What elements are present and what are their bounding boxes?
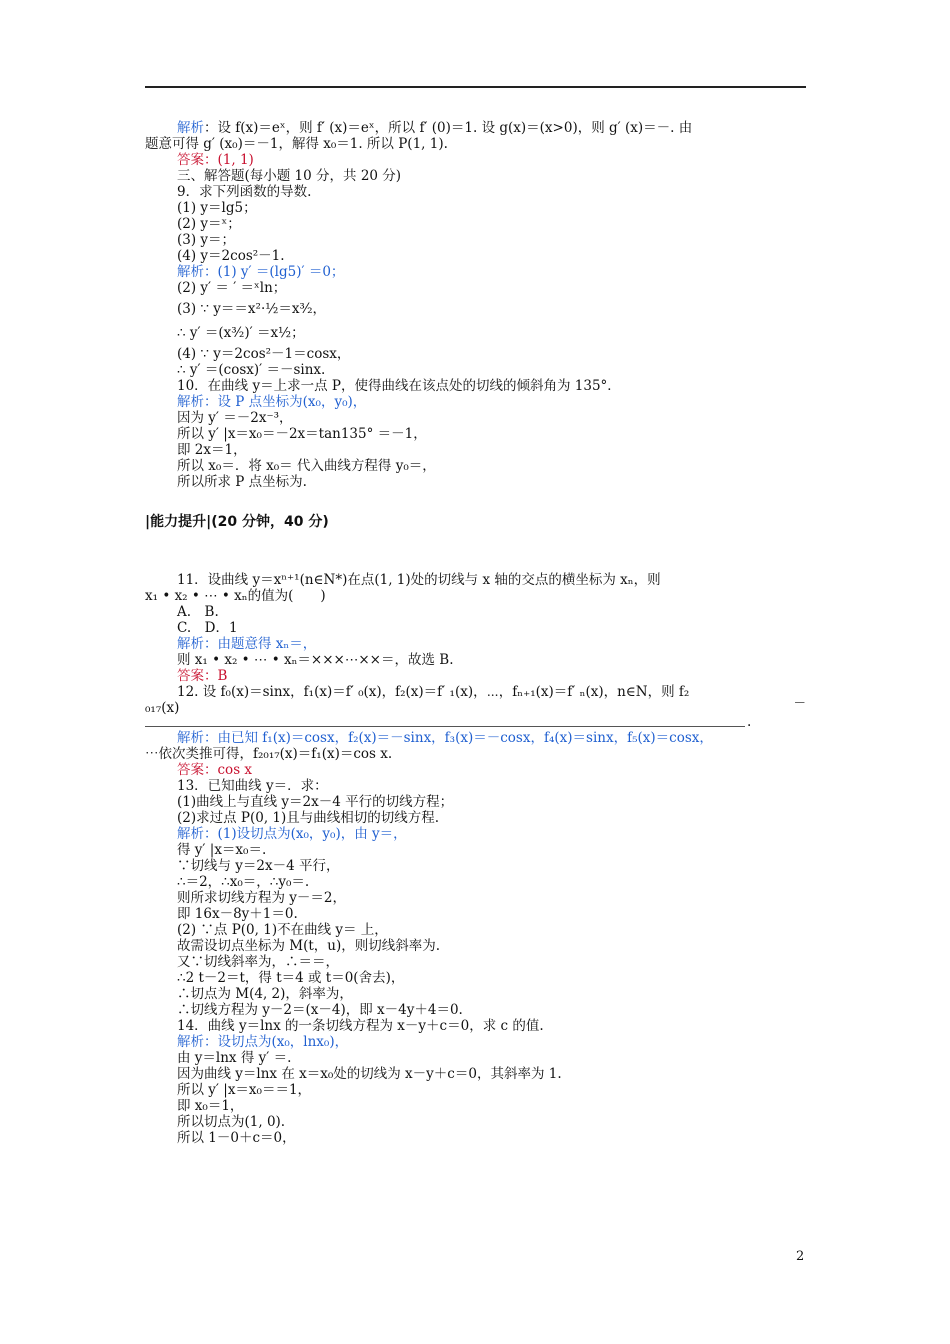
q11-solution: 则 x₁ • x₂ • ⋯ • xₙ＝×××⋯××＝，故选 B. [177,652,454,668]
q12-stem [145,684,810,700]
q9-solution: (4) ∵ y＝2cos²－1＝cosx， [177,346,351,362]
q13-solution: ∵切线与 y＝2x－4 平行， [177,858,340,874]
q9-stem: 9．求下列函数的导数. [177,184,312,200]
q10-solution: 所以 y′ |x＝x₀＝－2x＝tan135° ＝－1， [177,426,427,442]
q14-solution: 所以 1－0＋c＝0， [177,1130,296,1146]
answer-blank-line [145,716,745,727]
q9-solution: (3) ∵ y＝＝x²·½＝x³⁄₂， [177,301,327,317]
q12-stem-equals: ＝ [793,700,807,710]
q11-options: C. D．1 [177,620,238,636]
q9-item: (4) y＝2cos²－1. [177,248,285,264]
q11-stem: x₁ • x₂ • ⋯ • xₙ的值为( ) [145,588,326,604]
q10-solution: 所以 x₀＝．将 x₀＝ 代入曲线方程得 y₀＝， [177,458,436,474]
q13-solution: ∴2 t－2＝t，得 t＝4 或 t＝0(舍去)， [177,970,405,986]
q14-solution: 解析：设切点为(x₀，lnx₀)， [177,1034,349,1050]
q13-stem: 13．已知曲线 y＝．求： [177,778,328,794]
q12-answer: 答案：cos x [177,762,253,778]
q11-solution: 解析：由题意得 xₙ＝， [177,636,317,652]
q14-stem: 14．曲线 y＝lnx 的一条切线方程为 x－y＋c＝0，求 c 的值. [177,1018,544,1034]
q13-solution: 即 16x－8y＋1＝0. [177,906,298,922]
q13-solution: 得 y′ |x＝x₀＝. [177,842,267,858]
q13-solution: 又∵切线斜率为，∴＝＝， [177,954,339,970]
q9-solution: 解析：(1) y′ ＝(lg5)′ ＝0； [177,264,345,280]
q13-solution: ∴＝2，∴x₀＝，∴y₀＝. [177,874,310,890]
q11-stem: 11．设曲线 y＝xⁿ⁺¹(n∈N*)在点(1, 1)处的切线与 x 轴的交点的横坐标为 xₙ，则 [177,572,661,588]
q12-stem-subscript: ₀₁₇(x) [145,700,180,716]
q11-answer: 答案：B [177,668,228,684]
q10-stem: 10．在曲线 y＝上求一点 P，使得曲线在该点处的切线的倾斜角为 135°． [177,378,621,394]
q12-answer-blank [145,716,810,730]
q9-item: (3) y＝； [177,232,236,248]
q10-solution: 所以所求 P 点坐标为. [177,474,307,490]
q14-solution: 由 y＝lnx 得 y′ ＝. [177,1050,292,1066]
q9-solution: ∴ y′ ＝(x³⁄₂)′ ＝x½； [177,325,305,341]
q13-item: (1)曲线上与直线 y＝2x－4 平行的切线方程； [177,794,454,810]
q11-options: A. B. [177,604,219,620]
q9-item: (1) y＝lg5； [177,200,257,216]
q13-item: (2)求过点 P(0, 1)且与曲线相切的切线方程. [177,810,440,826]
q12-stem-line2 [145,700,810,716]
q13-solution: 则所求切线方程为 y－＝2， [177,890,347,906]
q14-solution: 即 x₀＝1， [177,1098,244,1114]
q13-solution: ∴切线方程为 y－2＝(x－4)，即 x－4y＋4＝0. [177,1002,463,1018]
q10-solution: 因为 y′ ＝－2x⁻³， [177,410,293,426]
q10-solution: 解析：设 P 点坐标为(x₀，y₀)， [177,394,367,410]
section-title: |能力提升|(20 分钟，40 分) [145,514,329,530]
q9-solution: ∴ y′ ＝(cosx)′ ＝－sinx. [177,362,326,378]
q13-solution: 故需设切点坐标为 M(t，u)，则切线斜率为. [177,938,441,954]
q12-stem-text: 12. 设 f₀(x)＝sinx，f₁(x)＝f′ ₀(x)，f₂(x)＝f′ ₁(x)，⋯，fₙ₊₁(x)＝f′ ₙ(x)，n∈N，则 f₂ [177,684,690,700]
q14-solution: 所以 y′ |x＝x₀＝＝1， [177,1082,312,1098]
q12-solution: 解析：由已知 f₁(x)＝cosx，f₂(x)＝－sinx，f₃(x)＝－cosx，f₄(x)＝sinx，f₅(x)＝cosx， [177,730,713,746]
q13-solution: 解析：(1)设切点为(x₀，y₀)，由 y＝， [177,826,407,842]
q8-solution-line2: 题意可得 g′ (x₀)＝－1，解得 x₀＝1. 所以 P(1, 1). [145,136,448,152]
q9-solution: (2) y′ ＝ ′ ＝ˣln； [177,280,287,296]
solution-label: 解析 [177,120,204,136]
header-rule [145,86,806,88]
section-heading-3: 三、解答题(每小题 10 分，共 20 分) [177,168,402,184]
document-body [145,120,810,1146]
q9-item: (2) y＝ˣ； [177,216,241,232]
q8-solution-text: ：设 f(x)＝eˣ，则 f′ (x)＝eˣ，所以 f′ (0)＝1. 设 g(x)＝(x>0)，则 g′ (x)＝－. 由 [204,120,693,136]
page-number: 2 [796,1249,805,1264]
q10-solution: 即 2x＝1， [177,442,247,458]
q14-solution: 所以切点为(1, 0). [177,1114,286,1130]
q13-solution: ∴切点为 M(4, 2)，斜率为， [177,986,353,1002]
q13-solution: (2) ∵点 P(0, 1)不在曲线 y＝ 上， [177,922,388,938]
q14-solution: 因为曲线 y＝lnx 在 x＝x₀处的切线为 x－y＋c＝0，其斜率为 1. [177,1066,562,1082]
q12-solution: ⋯依次类推可得，f₂₀₁₇(x)＝f₁(x)＝cos x. [145,746,393,762]
solution-line [145,120,810,136]
answer-blank-end: . [747,716,752,730]
q8-answer: 答案：(1, 1) [177,152,254,168]
